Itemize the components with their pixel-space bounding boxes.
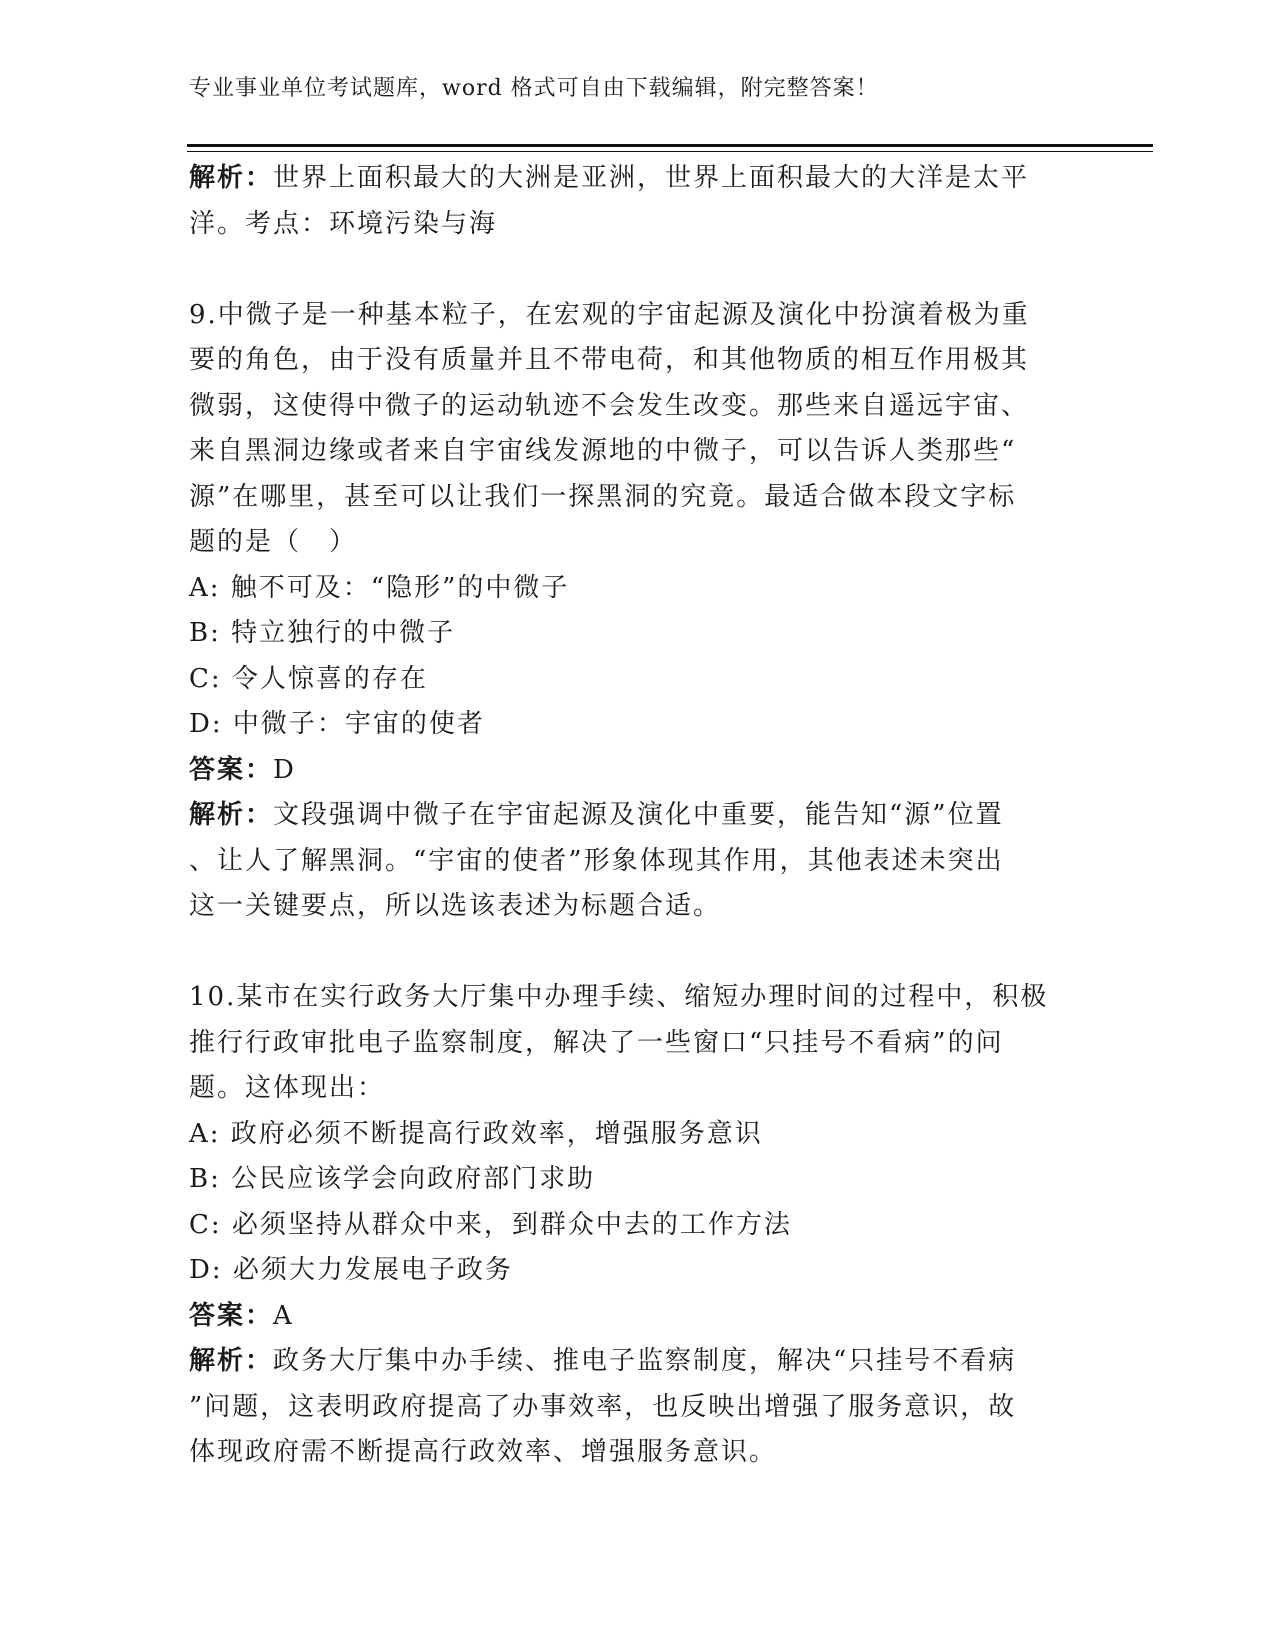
analysis-line: 体现政府需不断提高行政效率、增强服务意识。 bbox=[189, 1437, 778, 1467]
analysis-line: 洋。考点：环境污染与海 bbox=[189, 208, 498, 239]
analysis-line: 解析：政务大厅集中办手续、推电子监察制度，解决“只挂号不看病 bbox=[189, 1346, 1017, 1376]
header-rule-thin bbox=[187, 151, 1153, 152]
option-c: C: 令人惊喜的存在 bbox=[189, 663, 428, 694]
option-d: D: 中微子：宇宙的使者 bbox=[189, 709, 485, 739]
question-stem-line: 推行行政审批电子监察制度，解决了一些窗口“只挂号不看病”的问 bbox=[189, 1027, 1004, 1058]
header-rule-thick bbox=[187, 144, 1153, 147]
answer-label: 答案： bbox=[189, 754, 274, 785]
option-a: A: 触不可及：“隐形”的中微子 bbox=[189, 572, 570, 603]
option-b: B: 公民应该学会向政府部门求助 bbox=[189, 1164, 596, 1194]
question-10 bbox=[189, 975, 1089, 1476]
spacer bbox=[189, 247, 1089, 293]
answer-value: D bbox=[273, 754, 296, 785]
analysis-line: ”问题，这表明政府提高了办事效率，也反映出增强了服务意识，故 bbox=[189, 1391, 1017, 1422]
question-stem-line: 微弱，这使得中微子的运动轨迹不会发生改变。那些来自遥远宇宙、 bbox=[189, 390, 1030, 421]
analysis-label: 解析： bbox=[189, 163, 274, 193]
question-stem-line: 源”在哪里，甚至可以让我们一探黑洞的究竟。最适合做本段文字标 bbox=[189, 481, 1017, 512]
question-stem-line: 要的角色，由于没有质量并且不带电荷，和其他物质的相互作用极其 bbox=[189, 345, 1030, 375]
analysis-line: 、让人了解黑洞。“宇宙的使者”形象体现其作用，其他表述未突出 bbox=[189, 845, 1004, 876]
option-d: D: 必须大力发展电子政务 bbox=[189, 1255, 513, 1285]
answer-line bbox=[189, 748, 1089, 794]
question-stem-line: 10.某市在实行政务大厅集中办理手续、缩短办理时间的过程中，积极 bbox=[189, 982, 1049, 1012]
question-stem-line: 题的是（ ） bbox=[189, 527, 358, 557]
analysis-line: 解析：文段强调中微子在宇宙起源及演化中重要，能告知“源”位置 bbox=[189, 800, 1004, 830]
question-stem-line: 来自黑洞边缘或者来自宇宙线发源地的中微子，可以告诉人类那些“ bbox=[189, 436, 1017, 466]
answer-label: 答案： bbox=[189, 1300, 274, 1331]
analysis-line: 解析：世界上面积最大的大洲是亚洲，世界上面积最大的大洋是太平 bbox=[189, 163, 1030, 193]
prev-analysis bbox=[189, 156, 1089, 247]
analysis-label: 解析： bbox=[189, 1346, 274, 1376]
option-b: B: 特立独行的中微子 bbox=[189, 618, 456, 648]
analysis-label: 解析： bbox=[189, 800, 274, 830]
question-9 bbox=[189, 293, 1089, 930]
question-stem-line: 9.中微子是一种基本粒子，在宏观的宇宙起源及演化中扮演着极为重 bbox=[189, 299, 1030, 330]
option-a: A: 政府必须不断提高行政效率，增强服务意识 bbox=[189, 1118, 763, 1149]
question-stem-line: 题。这体现出： bbox=[189, 1073, 386, 1103]
spacer bbox=[189, 930, 1089, 976]
answer-value: A bbox=[273, 1300, 294, 1331]
document-body bbox=[189, 156, 1089, 1476]
answer-line bbox=[189, 1294, 1089, 1340]
page-header-note: 专业事业单位考试题库，word 格式可自由下载编辑，附完整答案！ bbox=[189, 76, 879, 101]
analysis-line: 这一关键要点，所以选该表述为标题合适。 bbox=[189, 891, 722, 921]
option-c: C: 必须坚持从群众中来，到群众中去的工作方法 bbox=[189, 1209, 792, 1240]
